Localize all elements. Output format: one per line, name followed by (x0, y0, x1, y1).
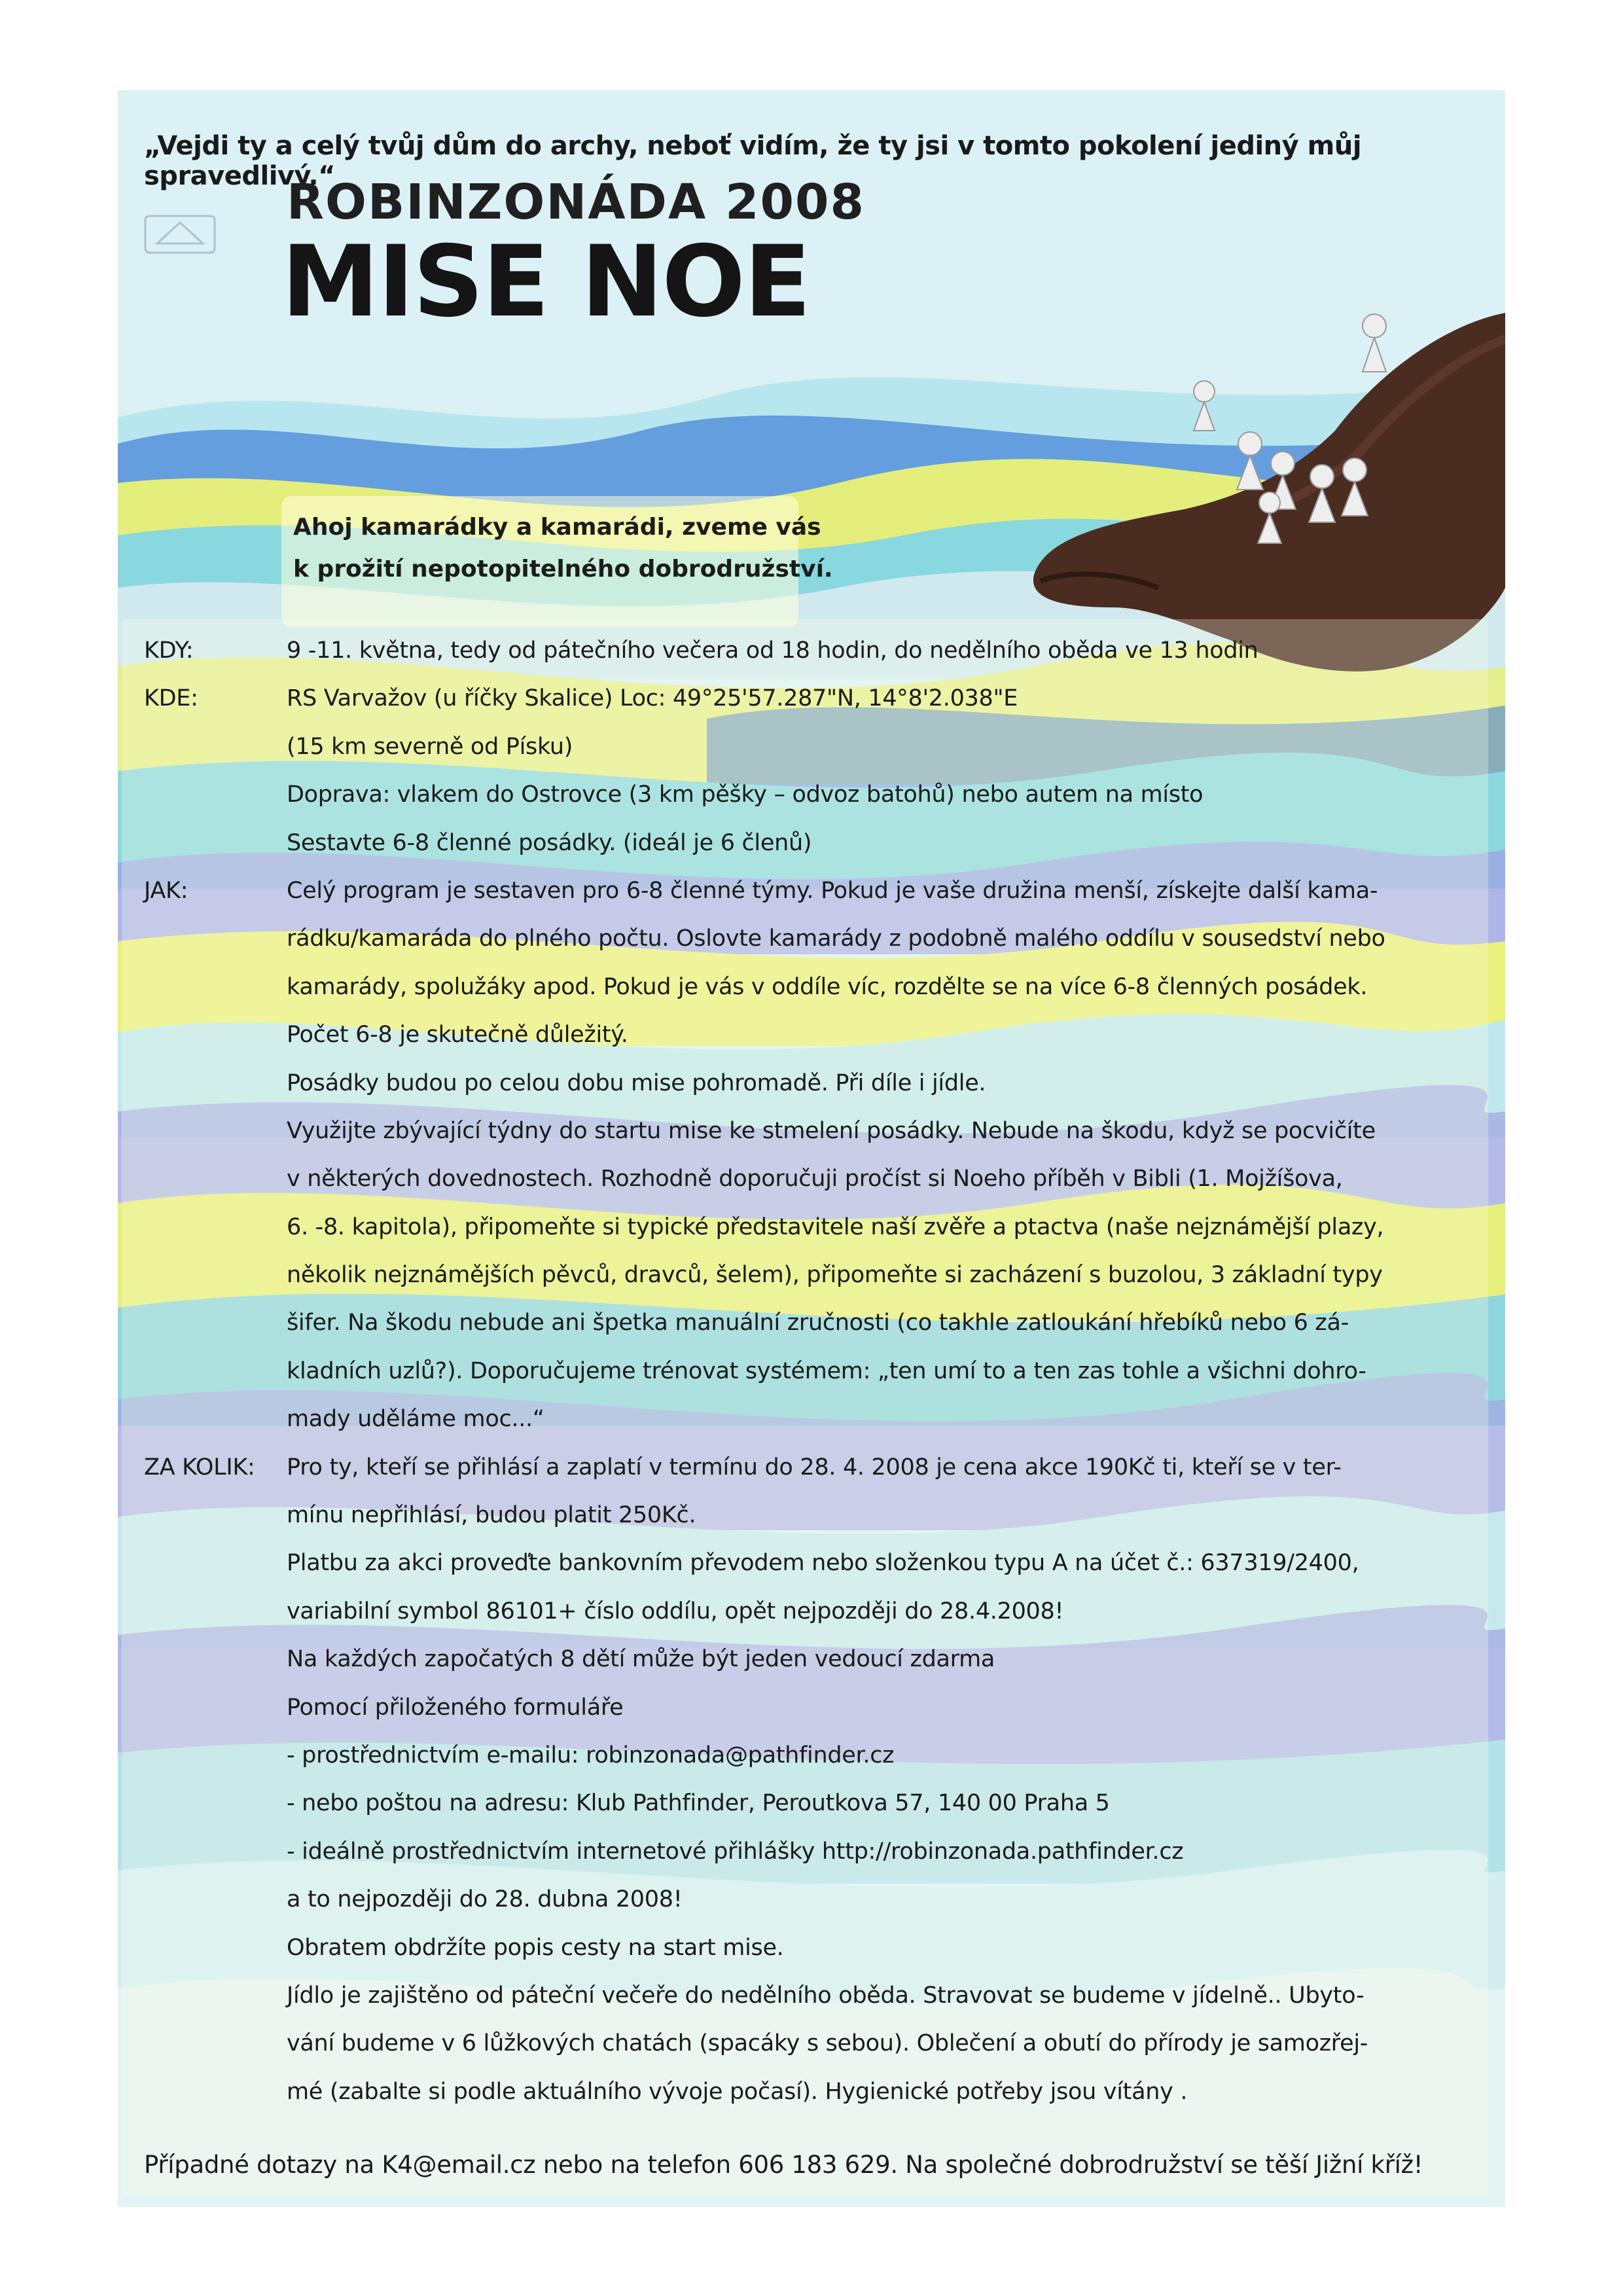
detail-row (144, 1251, 1486, 1299)
detail-text: Na každých započatých 8 dětí může být jeden vedoucí zdarma (287, 1646, 995, 1673)
detail-text: Posádky budou po celou dobu mise pohromadě. Při díle i jídle. (287, 1069, 986, 1096)
detail-text: mínu nepřihlásí, budou platit 250Kč. (287, 1502, 696, 1529)
detail-row (144, 819, 1486, 867)
detail-row (144, 915, 1486, 963)
detail-row (144, 1011, 1486, 1059)
detail-text: v některých dovednostech. Rozhodně doporučuji pročíst si Noeho příběh v Bibli (1. Mojžíšova, (287, 1166, 1343, 1193)
detail-text: - prostřednictvím e-mailu: robinzonada@pathfinder.cz (287, 1742, 895, 1768)
detail-row (144, 1876, 1486, 1924)
pathfinder-logo (144, 215, 216, 254)
bible-quote: „Vejdi ty a celý tvůj dům do archy, neboť vidím, že ty jsi v tomto pokolení jediný můj spravedlivý.“ (144, 131, 1362, 191)
detail-row (144, 2020, 1486, 2068)
detail-label: KDE: (144, 685, 198, 712)
detail-row (144, 1348, 1486, 1395)
detail-row (144, 867, 1486, 915)
detail-row (144, 1588, 1486, 1636)
detail-row (144, 1107, 1486, 1155)
detail-label: JAK: (144, 877, 188, 904)
detail-text: a to nejpozději do 28. dubna 2008! (287, 1886, 683, 1913)
detail-text: několik nejznámějších pěvců, dravců, šelem), připomeňte si zacházení s buzolou, 3 základní typy (287, 1262, 1383, 1289)
detail-row (144, 1732, 1486, 1780)
event-subtitle: MISE NOE (281, 225, 810, 339)
detail-text: 9 -11. května, tedy od pátečního večera od 18 hodin, do nedělního oběda ve 13 hodin (287, 637, 1258, 664)
detail-text: (15 km severně od Písku) (287, 733, 573, 760)
greeting-line-1: Ahoj kamarádky a kamarádi, zveme vás (293, 514, 821, 541)
detail-text: - ideálně prostřednictvím internetové přihlášky http://robinzonada.pathfinder.cz (287, 1838, 1184, 1865)
detail-row (144, 1204, 1486, 1251)
detail-text: šifer. Na škodu nebude ani špetka manuální zručnosti (co takhle zatloukání hřebíků nebo 6 zá- (287, 1310, 1349, 1336)
detail-row (144, 1395, 1486, 1443)
detail-row (144, 963, 1486, 1011)
detail-text: Počet 6-8 je skutečně důležitý. (287, 1022, 628, 1049)
detail-text: kladních uzlů?). Doporučujeme trénovat systémem: „ten umí to a ten zas tohle a všichni dohro- (287, 1357, 1366, 1384)
event-details (144, 627, 1486, 2116)
detail-row (144, 1684, 1486, 1732)
detail-text: 6. -8. kapitola), připomeňte si typické představitele naší zvěře a ptactva (naše nejznámější plazy, (287, 1213, 1384, 1240)
detail-text: Obratem obdržíte popis cesty na start mise. (287, 1934, 784, 1961)
detail-row (144, 1492, 1486, 1539)
poster (118, 90, 1505, 2207)
detail-text: Využijte zbývající týdny do startu mise ke stmelení posádky. Nebude na škodu, když se pocvičíte (287, 1117, 1376, 1144)
detail-row (144, 1539, 1486, 1587)
detail-row (144, 1924, 1486, 1972)
detail-text: mady uděláme moc...“ (287, 1406, 544, 1433)
footer-contact: Případné dotazy na K4@email.cz nebo na telefon 606 183 629. Na společné dobrodružství se těší Jižní kříž! (144, 2151, 1423, 2179)
detail-row (144, 1444, 1486, 1492)
detail-row (144, 1636, 1486, 1683)
detail-text: mé (zabalte si podle aktuálního vývoje počasí). Hygienické potřeby jsou vítány . (287, 2078, 1188, 2105)
greeting (293, 507, 833, 590)
detail-text: Doprava: vlakem do Ostrovce (3 km pěšky – odvoz batohů) nebo autem na místo (287, 781, 1204, 808)
detail-text: variabilní symbol 86101+ číslo oddílu, opět nejpozději do 28.4.2008! (287, 1598, 1064, 1624)
detail-text: Pomocí přiloženého formuláře (287, 1694, 624, 1721)
detail-row (144, 675, 1486, 723)
detail-row (144, 1155, 1486, 1203)
greeting-line-2: k prožití nepotopitelného dobrodružství. (293, 556, 833, 583)
detail-text: Celý program je sestaven pro 6-8 členné týmy. Pokud je vaše družina menší, získejte další kama- (287, 877, 1378, 904)
detail-text: vání budeme v 6 lůžkových chatách (spacáky s sebou). Oblečení a obutí do přírody je samozřej- (287, 2030, 1368, 2057)
detail-label: ZA KOLIK: (144, 1454, 255, 1480)
detail-text: Pro ty, kteří se přihlásí a zaplatí v termínu do 28. 4. 2008 je cena akce 190Kč ti, kteří se v ter- (287, 1454, 1342, 1480)
detail-row (144, 1780, 1486, 1827)
detail-label: KDY: (144, 637, 194, 664)
detail-row (144, 1972, 1486, 2020)
detail-text: Platbu za akci proveďte bankovním převodem nebo složenkou typu A na účet č.: 637319/2400, (287, 1550, 1359, 1577)
detail-text: kamarády, spolužáky apod. Pokud je vás v oddíle víc, rozdělte se na více 6-8 členných posádek. (287, 973, 1368, 1000)
detail-row (144, 1299, 1486, 1347)
ghosted-scan-artifact (118, 378, 969, 418)
detail-row (144, 1060, 1486, 1107)
detail-row (144, 723, 1486, 771)
detail-text: RS Varvažov (u říčky Skalice) Loc: 49°25'57.287"N, 14°8'2.038"E (287, 685, 1018, 712)
detail-row (144, 1828, 1486, 1876)
detail-row (144, 2068, 1486, 2116)
event-title: ROBINZONÁDA 2008 (287, 174, 865, 230)
detail-text: - nebo poštou na adresu: Klub Pathfinder, Peroutkova 57, 140 00 Praha 5 (287, 1790, 1110, 1817)
detail-text: Sestavte 6-8 členné posádky. (ideál je 6 členů) (287, 829, 812, 856)
detail-row (144, 627, 1486, 675)
detail-text: Jídlo je zajištěno od páteční večeře do nedělního oběda. Stravovat se budeme v jídelně.. Ubyto- (287, 1982, 1364, 2009)
detail-row (144, 771, 1486, 819)
detail-text: rádku/kamaráda do plného počtu. Oslovte kamarády z podobně malého oddílu v sousedství nebo (287, 925, 1385, 952)
